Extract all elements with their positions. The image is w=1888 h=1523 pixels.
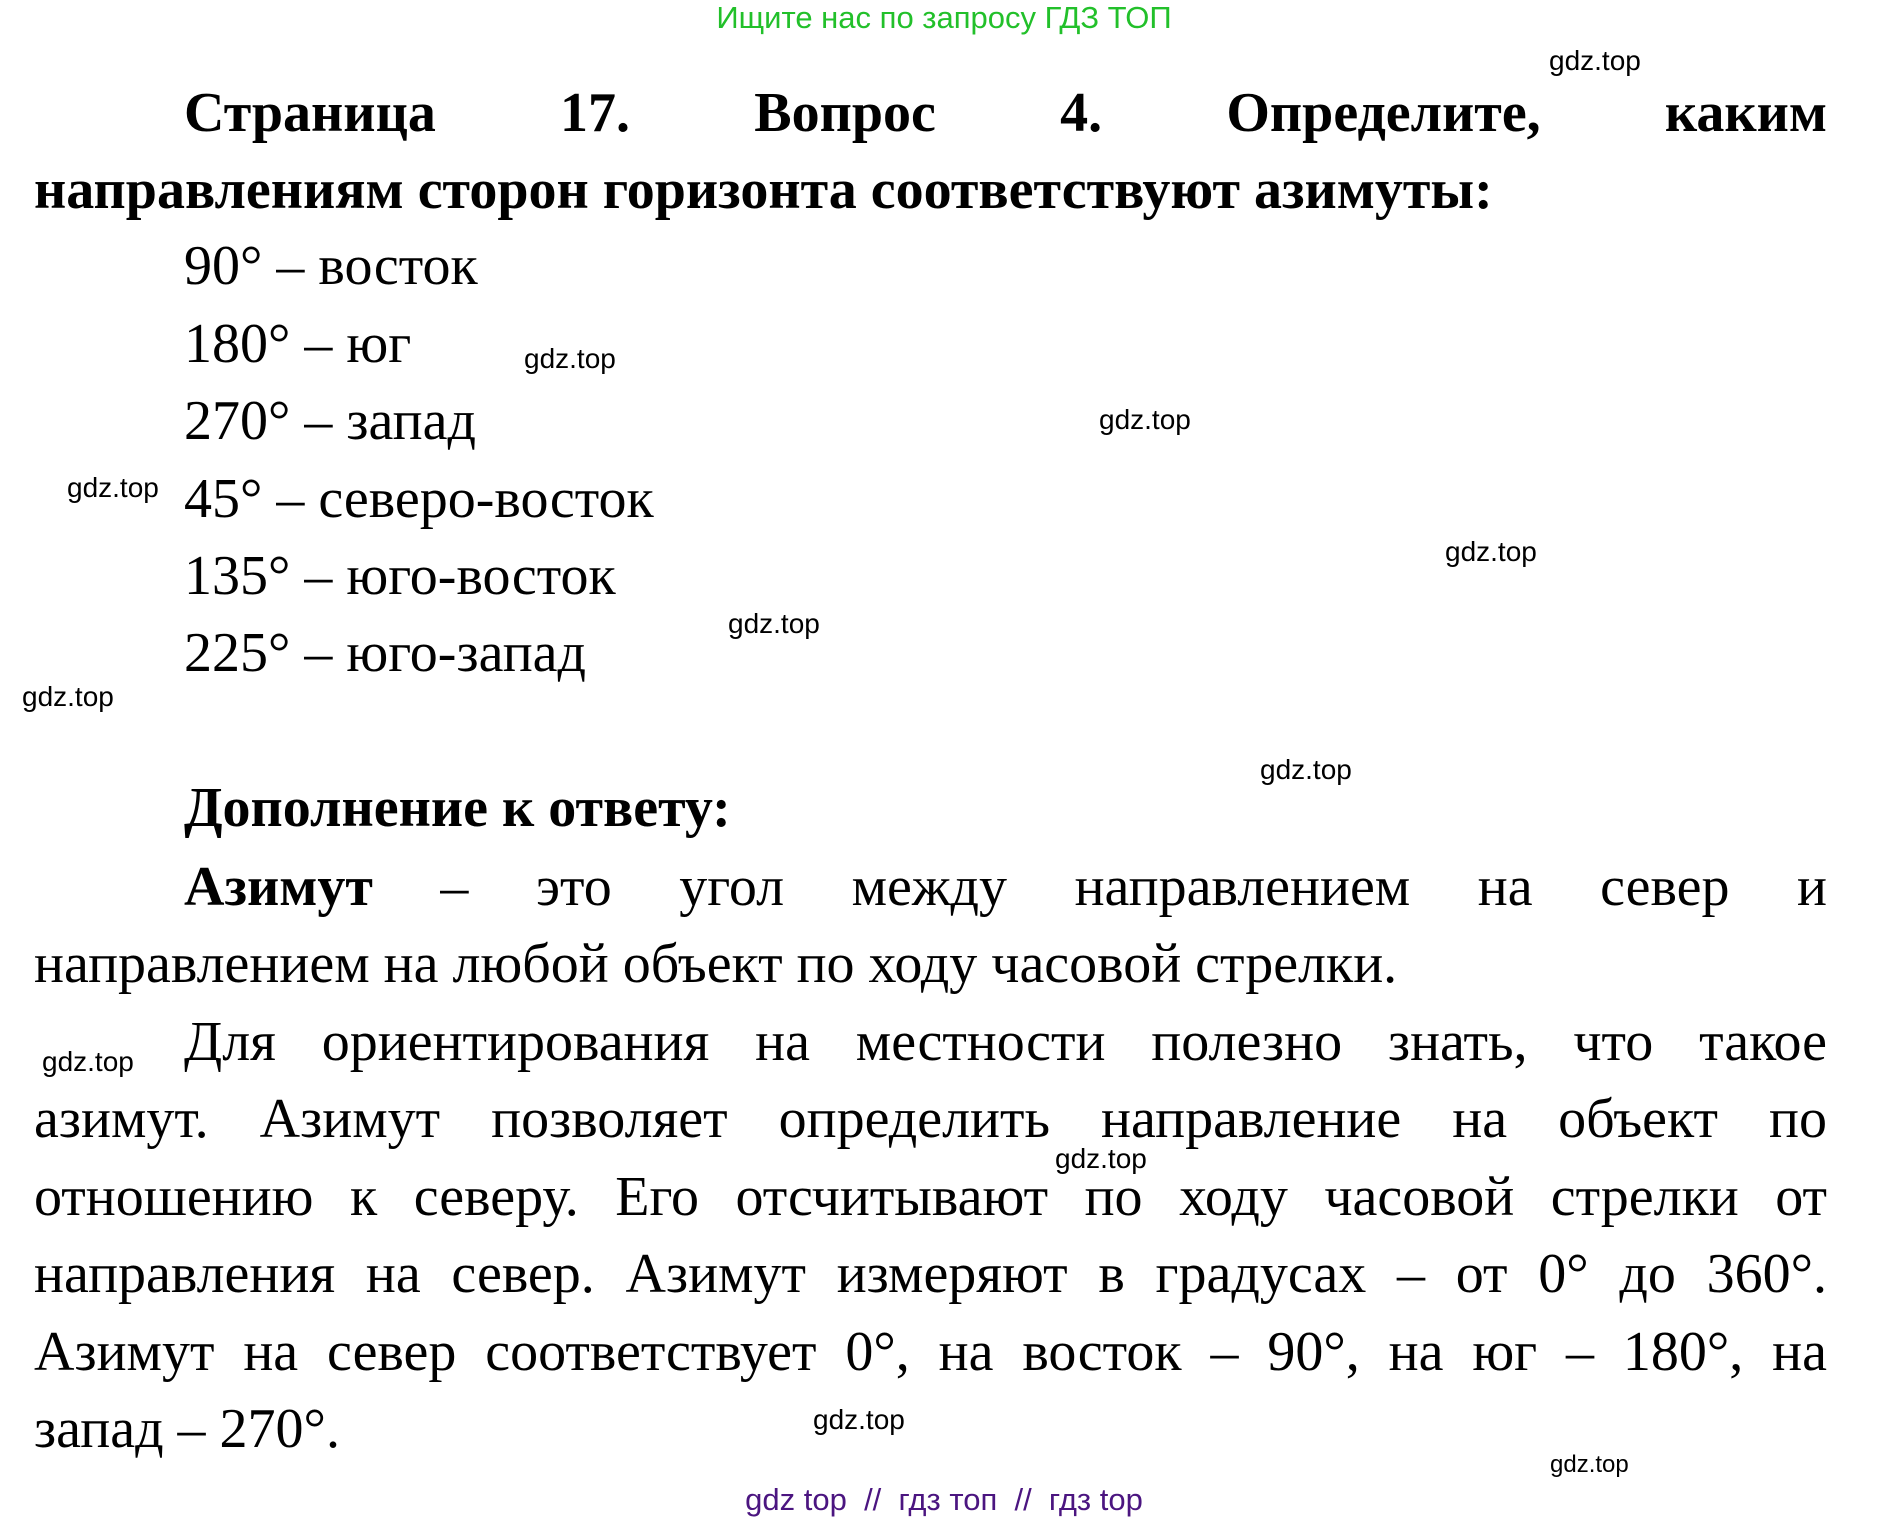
watermark: gdz.top xyxy=(1099,404,1191,435)
paragraph-line: Для ориентирования на местности полезно знать, что такое xyxy=(184,1011,1827,1073)
paragraph-line: направления на север. Азимут измеряют в градусах – от 0° до 360°. xyxy=(34,1243,1827,1305)
answer-item: 225° – юго-запад xyxy=(184,622,587,684)
watermark: gdz.top xyxy=(1055,1143,1147,1174)
answer-item: 135° – юго-восток xyxy=(184,545,616,607)
paragraph-line: азимут. Азимут позволяет определить направление на объект по xyxy=(34,1088,1827,1150)
definition-line-1 xyxy=(184,848,1827,926)
paragraph-line: Азимут на север соответствует 0°, на восток – 90°, на юг – 180°, на xyxy=(34,1321,1827,1383)
watermark: gdz.top xyxy=(67,472,159,503)
paragraph-line: отношению к северу. Его отсчитывают по ходу часовой стрелки от xyxy=(34,1166,1827,1228)
watermark: gdz.top xyxy=(813,1404,905,1435)
watermark: gdz.top xyxy=(1549,45,1641,76)
watermark: gdz.top xyxy=(524,343,616,374)
definition-text: – это угол между направлением на север и xyxy=(372,856,1827,918)
addition-heading: Дополнение к ответу: xyxy=(184,777,731,839)
question-line-2: направлениям сторон горизонта соответствуют азимуты: xyxy=(34,159,1493,221)
watermark: gdz.top xyxy=(728,608,820,639)
watermark: gdz.top xyxy=(42,1046,134,1077)
watermark: gdz.top xyxy=(1260,754,1352,785)
top-banner: Ищите нас по запросу ГДЗ ТОП xyxy=(716,0,1172,35)
answer-item: 270° – запад xyxy=(184,390,476,452)
watermark: gdz.top xyxy=(1550,1451,1629,1478)
answer-item: 90° – восток xyxy=(184,235,478,297)
paragraph-line: запад – 270°. xyxy=(34,1398,340,1460)
watermark: gdz.top xyxy=(1445,536,1537,567)
answer-item: 45° – северо-восток xyxy=(184,468,654,530)
watermark: gdz.top xyxy=(22,681,114,712)
question-line-1: Страница 17. Вопрос 4. Определите, каким xyxy=(184,82,1827,144)
answer-item: 180° – юг xyxy=(184,313,412,375)
term: Азимут xyxy=(184,856,373,918)
paragraph-line: направлением на любой объект по ходу часовой стрелки. xyxy=(34,933,1398,995)
bottom-banner: gdz top // гдз топ // гдз top xyxy=(745,1482,1143,1517)
